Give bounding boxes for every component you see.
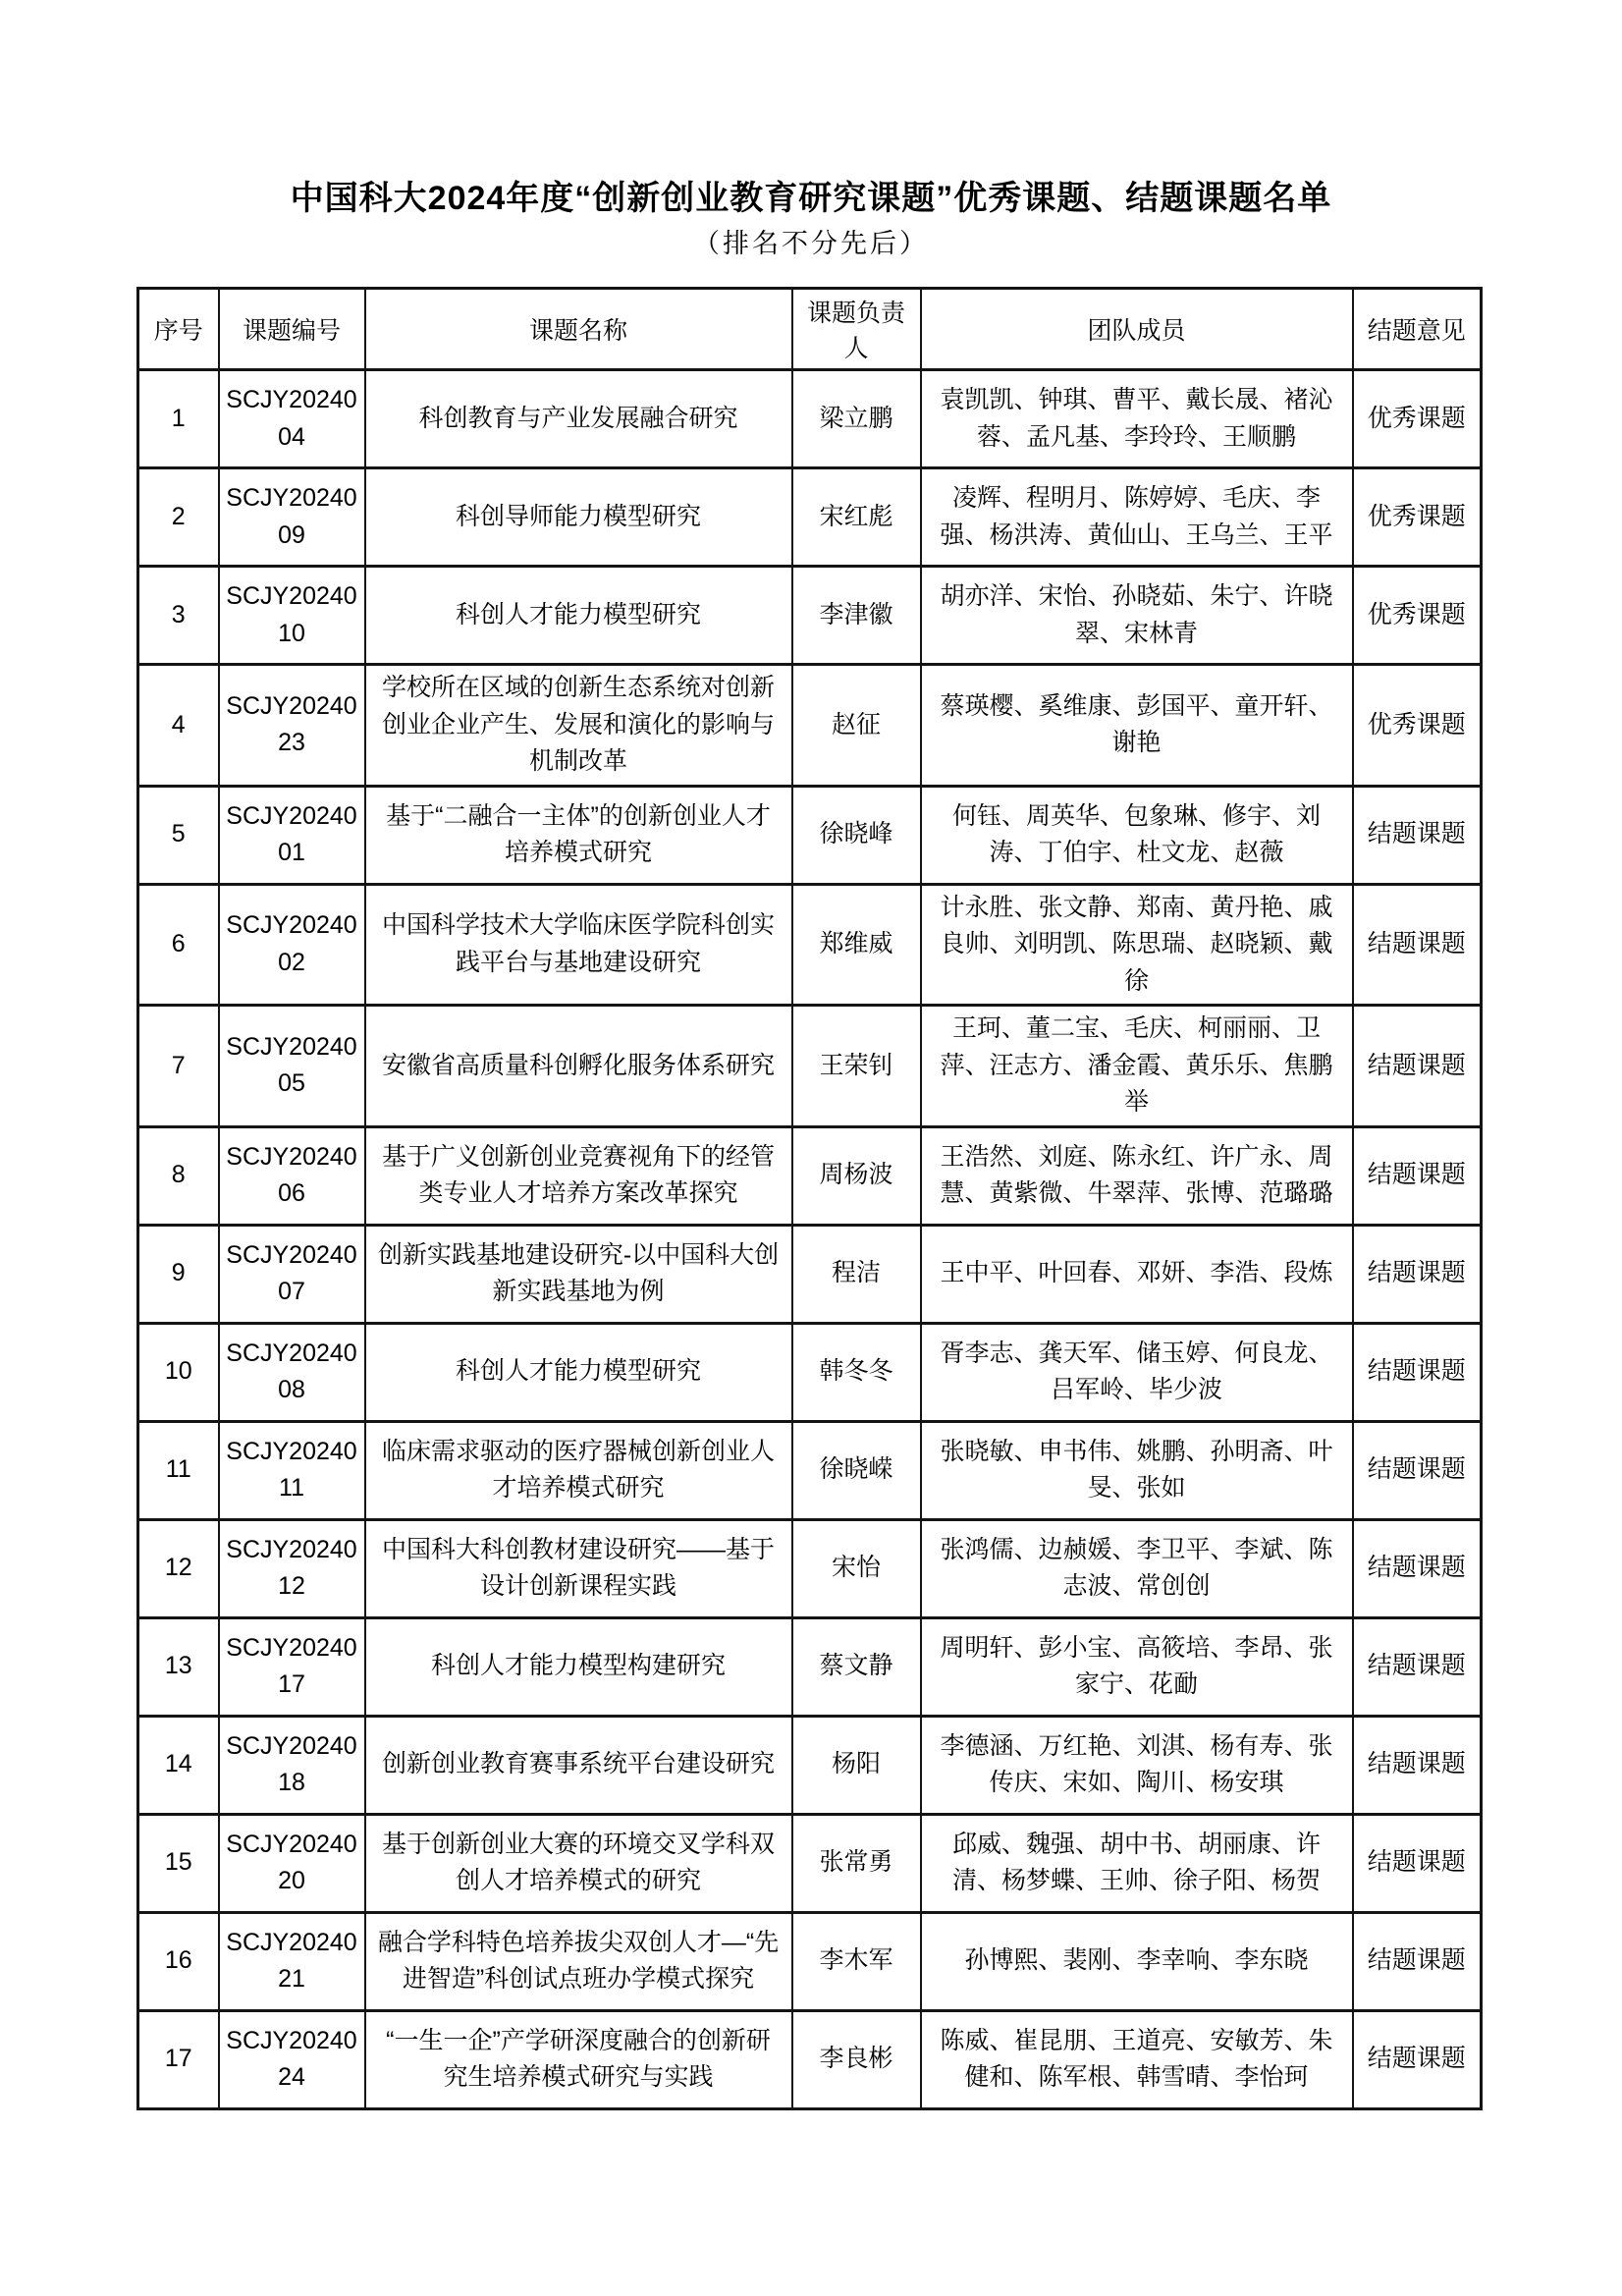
cell-members: 邱威、魏强、胡中书、胡丽康、许清、杨梦蝶、王帅、徐子阳、杨贺 — [921, 1814, 1353, 1912]
cell-title: 中国科大科创教材建设研究——基于设计创新课程实践 — [365, 1519, 792, 1617]
table-row — [138, 1617, 1482, 1716]
cell-index: 4 — [138, 665, 219, 787]
cell-members: 凌辉、程明月、陈婷婷、毛庆、李强、杨洪涛、黄仙山、王乌兰、王平 — [921, 468, 1353, 567]
cell-leader: 宋怡 — [792, 1519, 921, 1617]
header-leader: 课题负责人 — [792, 289, 921, 370]
table-row — [138, 1519, 1482, 1617]
cell-code: SCJY2024007 — [219, 1225, 365, 1323]
cell-leader: 徐晓峰 — [792, 786, 921, 884]
cell-title: 科创人才能力模型构建研究 — [365, 1617, 792, 1716]
cell-members: 周明轩、彭小宝、高筱培、李昂、张家宁、花勔 — [921, 1617, 1353, 1716]
header-row — [138, 289, 1482, 370]
cell-members: 何钰、周英华、包象琳、修宇、刘涛、丁伯宇、杜文龙、赵薇 — [921, 786, 1353, 884]
cell-code: SCJY2024006 — [219, 1126, 365, 1225]
table-row — [138, 1006, 1482, 1127]
cell-leader: 李木军 — [792, 1912, 921, 2010]
table-row — [138, 1814, 1482, 1912]
cell-opinion: 结题课题 — [1353, 1006, 1482, 1127]
cell-leader: 郑维威 — [792, 884, 921, 1006]
cell-index: 7 — [138, 1006, 219, 1127]
cell-code: SCJY2024011 — [219, 1421, 365, 1519]
cell-code: SCJY2024001 — [219, 786, 365, 884]
cell-leader: 王荣钊 — [792, 1006, 921, 1127]
cell-title: 基于创新创业大赛的环境交叉学科双创人才培养模式的研究 — [365, 1814, 792, 1912]
cell-opinion: 结题课题 — [1353, 1225, 1482, 1323]
cell-index: 17 — [138, 2010, 219, 2108]
cell-opinion: 优秀课题 — [1353, 468, 1482, 567]
cell-leader: 梁立鹏 — [792, 370, 921, 468]
cell-leader: 赵征 — [792, 665, 921, 787]
table-row — [138, 1716, 1482, 1814]
cell-leader: 程洁 — [792, 1225, 921, 1323]
cell-members: 计永胜、张文静、郑南、黄丹艳、戚良帅、刘明凯、陈思瑞、赵晓颖、戴徐 — [921, 884, 1353, 1006]
cell-members: 陈威、崔昆朋、王道亮、安敏芳、朱健和、陈军根、韩雪晴、李怡珂 — [921, 2010, 1353, 2108]
cell-code: SCJY2024010 — [219, 567, 365, 665]
cell-opinion: 结题课题 — [1353, 2010, 1482, 2108]
cell-title: 创新创业教育赛事系统平台建设研究 — [365, 1716, 792, 1814]
cell-index: 3 — [138, 567, 219, 665]
cell-members: 王中平、叶回春、邓妍、李浩、段炼 — [921, 1225, 1353, 1323]
cell-index: 2 — [138, 468, 219, 567]
cell-index: 15 — [138, 1814, 219, 1912]
cell-opinion: 结题课题 — [1353, 1519, 1482, 1617]
cell-title: 科创导师能力模型研究 — [365, 468, 792, 567]
table-row — [138, 370, 1482, 468]
cell-leader: 杨阳 — [792, 1716, 921, 1814]
header-code: 课题编号 — [219, 289, 365, 370]
cell-opinion: 结题课题 — [1353, 884, 1482, 1006]
cell-code: SCJY2024004 — [219, 370, 365, 468]
table-row — [138, 1421, 1482, 1519]
cell-members: 王浩然、刘庭、陈永红、许广永、周慧、黄紫微、牛翠萍、张博、范璐璐 — [921, 1126, 1353, 1225]
cell-title: 基于“二融合一主体”的创新创业人才培养模式研究 — [365, 786, 792, 884]
table-body — [138, 370, 1482, 2109]
cell-members: 孙博熙、裴刚、李幸响、李东晓 — [921, 1912, 1353, 2010]
cell-leader: 韩冬冬 — [792, 1323, 921, 1421]
cell-opinion: 结题课题 — [1353, 786, 1482, 884]
cell-title: 临床需求驱动的医疗器械创新创业人才培养模式研究 — [365, 1421, 792, 1519]
header-members: 团队成员 — [921, 289, 1353, 370]
cell-title: 基于广义创新创业竞赛视角下的经管类专业人才培养方案改革探究 — [365, 1126, 792, 1225]
cell-code: SCJY2024009 — [219, 468, 365, 567]
projects-table — [136, 287, 1483, 2110]
table-row — [138, 2010, 1482, 2108]
cell-code: SCJY2024017 — [219, 1617, 365, 1716]
cell-members: 袁凯凯、钟琪、曹平、戴长晟、褚沁蓉、孟凡基、李玲玲、王顺鹏 — [921, 370, 1353, 468]
cell-members: 蔡瑛樱、奚维康、彭国平、童开轩、谢艳 — [921, 665, 1353, 787]
cell-index: 12 — [138, 1519, 219, 1617]
table-row — [138, 1912, 1482, 2010]
cell-opinion: 结题课题 — [1353, 1814, 1482, 1912]
cell-index: 10 — [138, 1323, 219, 1421]
cell-opinion: 优秀课题 — [1353, 370, 1482, 468]
table-row — [138, 567, 1482, 665]
cell-members: 张晓敏、申书伟、姚鹏、孙明斋、叶旻、张如 — [921, 1421, 1353, 1519]
cell-title: “一生一企”产学研深度融合的创新研究生培养模式研究与实践 — [365, 2010, 792, 2108]
cell-members: 李德涵、万红艳、刘淇、杨有寿、张传庆、宋如、陶川、杨安琪 — [921, 1716, 1353, 1814]
cell-code: SCJY2024020 — [219, 1814, 365, 1912]
cell-leader: 李良彬 — [792, 2010, 921, 2108]
cell-index: 14 — [138, 1716, 219, 1814]
cell-opinion: 优秀课题 — [1353, 665, 1482, 787]
cell-code: SCJY2024021 — [219, 1912, 365, 2010]
cell-code: SCJY2024012 — [219, 1519, 365, 1617]
cell-opinion: 结题课题 — [1353, 1716, 1482, 1814]
cell-code: SCJY2024005 — [219, 1006, 365, 1127]
cell-opinion: 结题课题 — [1353, 1126, 1482, 1225]
cell-leader: 宋红彪 — [792, 468, 921, 567]
cell-index: 16 — [138, 1912, 219, 2010]
cell-leader: 李津徽 — [792, 567, 921, 665]
page-title: 中国科大2024年度“创新创业教育研究课题”优秀课题、结题课题名单 — [290, 180, 1332, 217]
cell-title: 安徽省高质量科创孵化服务体系研究 — [365, 1006, 792, 1127]
cell-index: 5 — [138, 786, 219, 884]
cell-leader: 周杨波 — [792, 1126, 921, 1225]
cell-title: 融合学科特色培养拔尖双创人才—“先进智造”科创试点班办学模式探究 — [365, 1912, 792, 2010]
cell-title: 学校所在区域的创新生态系统对创新创业企业产生、发展和演化的影响与机制改革 — [365, 665, 792, 787]
cell-members: 王珂、董二宝、毛庆、柯丽丽、卫萍、汪志方、潘金霞、黄乐乐、焦鹏举 — [921, 1006, 1353, 1127]
cell-code: SCJY2024024 — [219, 2010, 365, 2108]
table-row — [138, 1225, 1482, 1323]
cell-title: 中国科学技术大学临床医学院科创实践平台与基地建设研究 — [365, 884, 792, 1006]
cell-opinion: 优秀课题 — [1353, 567, 1482, 665]
cell-title: 科创人才能力模型研究 — [365, 1323, 792, 1421]
cell-index: 11 — [138, 1421, 219, 1519]
cell-opinion: 结题课题 — [1353, 1912, 1482, 2010]
cell-code: SCJY2024002 — [219, 884, 365, 1006]
table-row — [138, 665, 1482, 787]
cell-code: SCJY2024018 — [219, 1716, 365, 1814]
cell-members: 张鸿儒、边赪媛、李卫平、李斌、陈志波、常创创 — [921, 1519, 1353, 1617]
table-row — [138, 884, 1482, 1006]
cell-members: 胥李志、龚天军、储玉婷、何良龙、吕军岭、毕少波 — [921, 1323, 1353, 1421]
cell-index: 6 — [138, 884, 219, 1006]
table-row — [138, 1126, 1482, 1225]
cell-index: 9 — [138, 1225, 219, 1323]
header-title: 课题名称 — [365, 289, 792, 370]
page-subtitle: （排名不分先后） — [693, 229, 929, 258]
cell-leader: 蔡文静 — [792, 1617, 921, 1716]
cell-leader: 徐晓嵘 — [792, 1421, 921, 1519]
cell-title: 科创教育与产业发展融合研究 — [365, 370, 792, 468]
table-row — [138, 786, 1482, 884]
cell-leader: 张常勇 — [792, 1814, 921, 1912]
cell-index: 13 — [138, 1617, 219, 1716]
cell-code: SCJY2024008 — [219, 1323, 365, 1421]
cell-opinion: 结题课题 — [1353, 1617, 1482, 1716]
header-opinion: 结题意见 — [1353, 289, 1482, 370]
cell-opinion: 结题课题 — [1353, 1323, 1482, 1421]
cell-code: SCJY2024023 — [219, 665, 365, 787]
cell-index: 8 — [138, 1126, 219, 1225]
cell-opinion: 结题课题 — [1353, 1421, 1482, 1519]
cell-members: 胡亦洋、宋怡、孙晓茹、朱宁、许晓翠、宋林青 — [921, 567, 1353, 665]
header-index: 序号 — [138, 289, 219, 370]
cell-index: 1 — [138, 370, 219, 468]
table-row — [138, 1323, 1482, 1421]
cell-title: 科创人才能力模型研究 — [365, 567, 792, 665]
table-row — [138, 468, 1482, 567]
cell-title: 创新实践基地建设研究-以中国科大创新实践基地为例 — [365, 1225, 792, 1323]
